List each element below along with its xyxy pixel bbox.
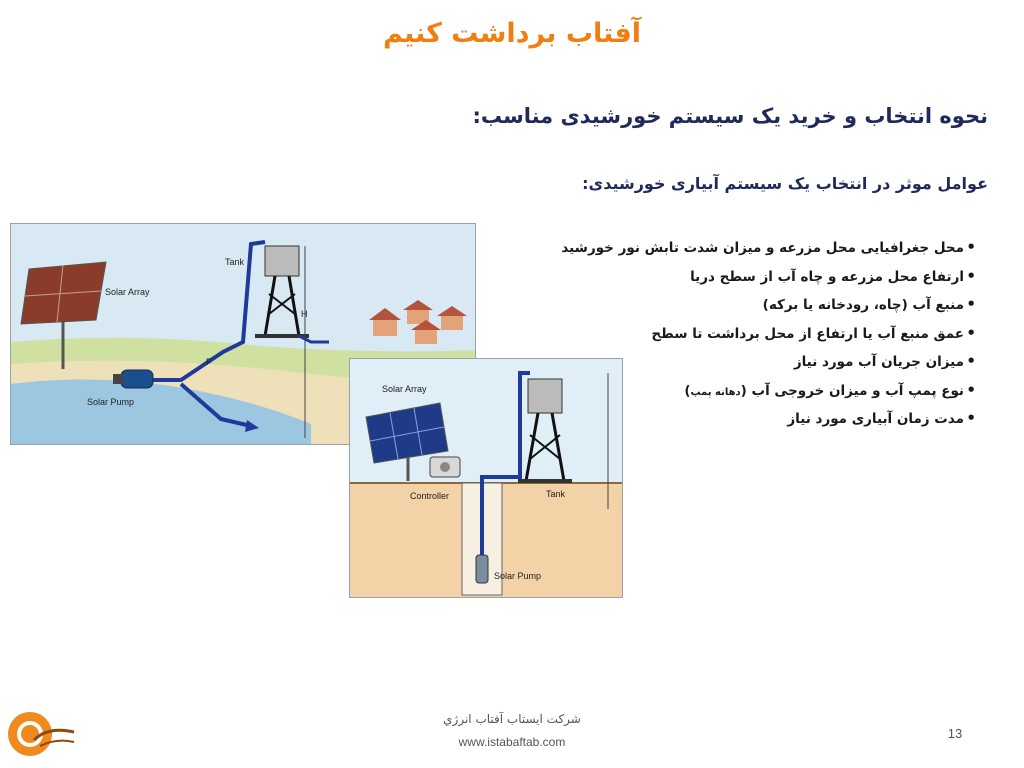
label-flow: F xyxy=(206,357,212,367)
label-controller: Controller xyxy=(410,491,450,501)
label-height: H xyxy=(301,309,308,319)
list-item: •ارتفاع محل مزرعه و چاه آب از سطح دریا xyxy=(690,266,976,285)
pump-icon xyxy=(476,555,488,583)
controller-icon xyxy=(430,457,460,477)
label-solar-pump: Solar Pump xyxy=(87,397,135,407)
list-item: •محل جغرافیایی محل مزرعه و میزان شدت تابش نور خورشید xyxy=(561,238,976,256)
footer-url: www.istabaftab.com xyxy=(458,735,566,749)
label-solar-pump: Solar Pump xyxy=(494,571,542,581)
list-item: •میزان جریان آب مورد نیاز xyxy=(793,352,976,370)
label-solar-array: Solar Array xyxy=(382,384,427,394)
list-item: •منبع آب (چاه، رودخانه یا برکه) xyxy=(762,295,976,313)
slide-title: آفتاب برداشت کنیم xyxy=(382,18,642,49)
company-logo xyxy=(4,706,78,762)
list-item: •نوع پمپ آب و میزان خروجی آب (دهانه پمپ) xyxy=(684,380,976,399)
list-item: •مدت زمان آبیاری مورد نیاز xyxy=(787,409,976,427)
label-solar-array: Solar Array xyxy=(105,287,150,297)
section-subheading: عوامل موثر در انتخاب یک سیستم آبیاری خورشیدی: xyxy=(582,174,988,193)
section-heading: نحوه انتخاب و خرید یک سیستم خورشیدی مناسب: xyxy=(472,104,988,128)
list-item: •عمق منبع آب یا ارتفاع از محل برداشت تا سطح xyxy=(651,323,976,342)
label-tank: Tank xyxy=(225,257,245,267)
page-number: 13 xyxy=(947,726,963,741)
label-tank: Tank xyxy=(546,489,566,499)
footer-company: شرکت ایستاب آفتاب انرژي xyxy=(443,712,581,726)
well-pump-diagram xyxy=(349,358,623,598)
